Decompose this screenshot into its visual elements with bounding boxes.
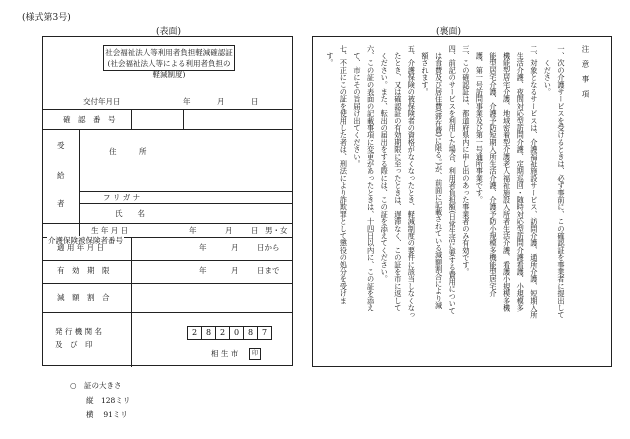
note-column: は食費及び居住費(滞在費)に限る。)が、前面に記載されている減額割合により減 bbox=[434, 45, 444, 310]
address-label: 住 所 bbox=[109, 147, 147, 156]
apply-year: 年 bbox=[199, 243, 207, 252]
expiry-until: 日まで bbox=[257, 266, 280, 275]
issuer-code-digit: 7 bbox=[261, 328, 268, 337]
note-column: 機能型居宅介護、地域密着型介護老人福祉施設入所者生活介護、看護小規模多機 bbox=[502, 45, 512, 312]
note-column: 能型居宅介護、介護予防短期入所生活介護、介護予防小規模多機能型居宅介 bbox=[489, 45, 498, 297]
birth-year: 年 bbox=[189, 226, 197, 235]
issuer-code-digit: 8 bbox=[202, 327, 216, 339]
issuer-code-digit: 2 bbox=[216, 327, 230, 339]
note-column: 生活介護、夜間対応型訪問介護、定期巡回・随時対応型訪問介護看護、小規模多 bbox=[516, 45, 526, 312]
expiry-year: 年 bbox=[199, 266, 207, 275]
note-column: 四、前記のサービスを利用した場合、利用者負担額(日常生活に要する費用について bbox=[448, 45, 458, 315]
issuer-code-digit: 0 bbox=[230, 327, 244, 339]
issuer-code-digit: 8 bbox=[244, 327, 258, 339]
card-title bbox=[103, 45, 235, 79]
notes-heading: 注 意 事 項 bbox=[581, 45, 590, 98]
expiry-label: 有 効 期 限 bbox=[57, 266, 110, 275]
birth-month: 月 bbox=[225, 226, 233, 235]
note-column: 額されます。 bbox=[421, 45, 430, 96]
expiry-month: 月 bbox=[231, 266, 239, 275]
issuer-label-1: 発 行 機 関 名 bbox=[55, 327, 103, 336]
title-line-2: (社会福祉法人等による利用者負担の軽減制度) bbox=[107, 59, 231, 79]
note-column: 一、次の介護サービスを受けるときは、必ず事前に、この確認証を事業者に提出して bbox=[557, 45, 566, 319]
name-label: 氏 名 bbox=[115, 209, 145, 218]
issue-date-month: 月 bbox=[217, 97, 225, 106]
note-column: ください。また、転出の届出をする際には、この証を添えてください。 bbox=[380, 45, 390, 283]
gender: 男・女 bbox=[265, 226, 288, 235]
note-column: 三、この確認証は、都道府県内に申し出のあった事業者のみ有効です。 bbox=[461, 45, 471, 276]
issuer-code bbox=[187, 326, 272, 340]
recipient-label-2: 給 bbox=[57, 171, 65, 180]
birthdate-label: 生 年 月 日 bbox=[91, 226, 129, 235]
size-height: 縦 128ミリ bbox=[86, 396, 131, 405]
note-column: 二、対象となるサービスは、介護福祉施設サービス、訪問介護、通所介護、短期入所 bbox=[529, 45, 539, 319]
issue-date-label: 交付年月日 bbox=[83, 97, 121, 106]
issuer-code-digit: 2 bbox=[188, 327, 202, 339]
front-card bbox=[42, 36, 293, 366]
note-column: 護、第一号訪問事業及び第一号通所事業です。 bbox=[475, 45, 485, 204]
form-number: (様式第3号) bbox=[22, 13, 71, 23]
apply-from: 日から bbox=[257, 243, 280, 252]
size-width: 横 91ミリ bbox=[86, 410, 128, 419]
reduction-rate-label: 減 額 割 合 bbox=[57, 293, 110, 302]
issuer-name: 相 生 市 bbox=[211, 349, 239, 358]
note-column: 七、不正にこの証を使用した者は、刑法により詐欺罪として懲役の処分を受けま bbox=[339, 45, 349, 305]
apply-month: 月 bbox=[231, 243, 239, 252]
recipient-label-1: 受 bbox=[57, 141, 65, 150]
note-column: す。 bbox=[325, 45, 335, 67]
recipient-label-3: 者 bbox=[57, 199, 65, 208]
note-column: て、市にその旨届け出てください。 bbox=[353, 45, 362, 168]
front-side-label: (表面) bbox=[156, 27, 182, 37]
seal-mark: 印 bbox=[249, 348, 261, 360]
insured-number-label: 介護保険被保険者番号 bbox=[48, 236, 123, 245]
note-column: ください。 bbox=[543, 45, 553, 96]
size-title: ○ 証の大きさ bbox=[70, 381, 122, 390]
back-side-label: (裏面) bbox=[436, 27, 462, 37]
note-column: 五、介護保険の被保険者の資格がなくなったとき、軽減制度の要件に該当しなくなっ bbox=[407, 45, 417, 319]
issue-date-year: 年 bbox=[183, 97, 191, 106]
note-column: たとき、又は確認証の有効期限に至ったときは、遅滞なく、この証を市に返して bbox=[393, 45, 403, 312]
issue-date-day: 日 bbox=[251, 97, 259, 106]
back-card bbox=[312, 36, 612, 367]
apply-date-label: 適 用 年 月 日 bbox=[57, 243, 105, 252]
furigana-label: フ リ ガ ナ bbox=[103, 193, 141, 202]
note-column: 六、この証の表面の記載事項に変更があったときは、十四日以内に、この証を添え bbox=[366, 45, 376, 312]
issuer-label-2: 及 び 印 bbox=[55, 340, 93, 349]
title-line-1: 社会福祉法人等利用者負担軽減確認証 bbox=[105, 48, 233, 57]
cert-number-label: 確 認 番 号 bbox=[63, 115, 116, 124]
birth-day: 日 bbox=[251, 226, 259, 235]
